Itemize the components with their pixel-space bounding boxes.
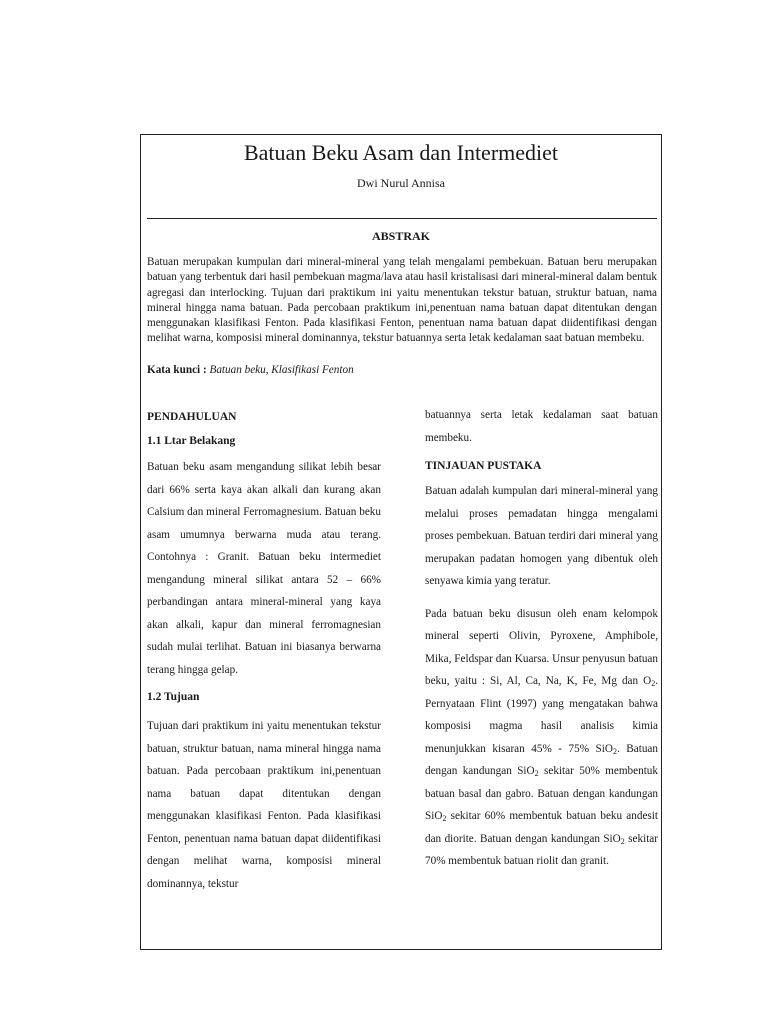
author-name: Dwi Nurul Annisa — [357, 176, 445, 190]
abstract-heading: ABSTRAK — [371, 229, 430, 243]
subsection-heading-tujuan: 1.2 Tujuan — [147, 691, 200, 703]
subsection-heading-latar-belakang: 1.1 Ltar Belakang — [147, 435, 236, 447]
abstract-text: Batuan merupakan kumpulan dari mineral-mineral yang telah mengalami pembekuan. Batuan beru merupakan batuan yang terbentuk dari hasil pembekuan magma/lava atau hasil kristalisasi dari mineral-mineral dalam bentuk agregasi dan interlocking. Tujuan dari praktikum ini yaitu menentukan tekstur batuan, struktur batuan, nama mineral hingga nama batuan. Pada percobaan praktikum ini,penentuan nama batuan dapat ditentukan dengan menggunakan klasifikasi Fenton. Pada klasifikasi Fenton, penentuan nama batuan dapat diidentifikasi dengan melihat warna, komposisi mineral dominannya, tekstur batuannya serta letak kedalaman saat batuan membeku. — [147, 256, 657, 345]
section-heading-tinjauan-pustaka: TINJAUAN PUSTAKA — [425, 460, 542, 472]
keywords-value: Batuan beku, Klasifikasi Fenton — [209, 364, 354, 376]
right-column — [425, 407, 658, 873]
keywords-line — [147, 363, 354, 378]
keywords-label: Kata kunci : — [147, 364, 207, 376]
paragraph-tinjauan-2: Pada batuan beku disusun oleh enam kelompok mineral seperti Olivin, Pyroxene, Amphibole, Mika, Feldspar dan Kuarsa. Unsur penyusun batuan beku, yaitu : Si, Al, Ca, Na, K, Fe, Mg dan $O_2$. Pernyataan Flint (1997) yang mengatakan bahwa komposisi magma hasil analisis kimia menunjukkan kisaran 45% - 75% SiO$_2$. Batuan dengan kandungan SiO$_2$ sekitar 50% membentuk batuan basal dan gabro. Batuan dengan kandungan SiO$_2$ sekitar 60% membentuk batuan beku andesit dan diorite. Batuan dengan kandungan SiO$_2$ sekitar 70% membentuk batuan riolit dan granit. — [425, 607, 658, 867]
section-heading-pendahuluan: PENDAHULUAN — [147, 411, 237, 423]
paper-page — [140, 134, 662, 950]
paragraph-latar-belakang: Batuan beku asam mengandung silikat lebih besar dari 66% serta kaya akan alkali dan kurang akan Calsium dan mineral Ferromagnesium. Batuan beku asam umumnya berwarna muda atau terang. Contohnya : Granit. Batuan beku intermediet mengandung mineral silikat antara 52 – 66% perbandingan antara mineral-mineral yang kaya akan alkali, kapur dan mineral ferromagnesian sudah mulai terlihat. Batuan ini biasanya berwarna terang hingga gelap. — [147, 461, 381, 676]
paragraph-continued: batuannya serta letak kedalaman saat batuan membeku. — [425, 409, 658, 444]
paragraph-tujuan: Tujuan dari praktikum ini yaitu menentukan tekstur batuan, struktur batuan, nama mineral hingga nama batuan. Pada percobaan praktikum ini,penentuan nama batuan dapat ditentukan dengan menggunakan klasifikasi Fenton. Pada klasifikasi Fenton, penentuan nama batuan dapat diidentifikasi dengan melihat warna, komposisi mineral dominannya, tekstur — [147, 720, 381, 890]
left-column — [147, 407, 381, 895]
paragraph-tinjauan-1: Batuan adalah kumpulan dari mineral-mineral yang melalui proses pemadatan hingga mengalami proses pembekuan. Batuan terdiri dari mineral yang merupakan padatan homogen yang dibentuk oleh senyawa kimia yang teratur. — [425, 485, 658, 587]
paper-title: Batuan Beku Asam dan Intermediet — [243, 140, 559, 165]
header-divider — [147, 218, 657, 219]
